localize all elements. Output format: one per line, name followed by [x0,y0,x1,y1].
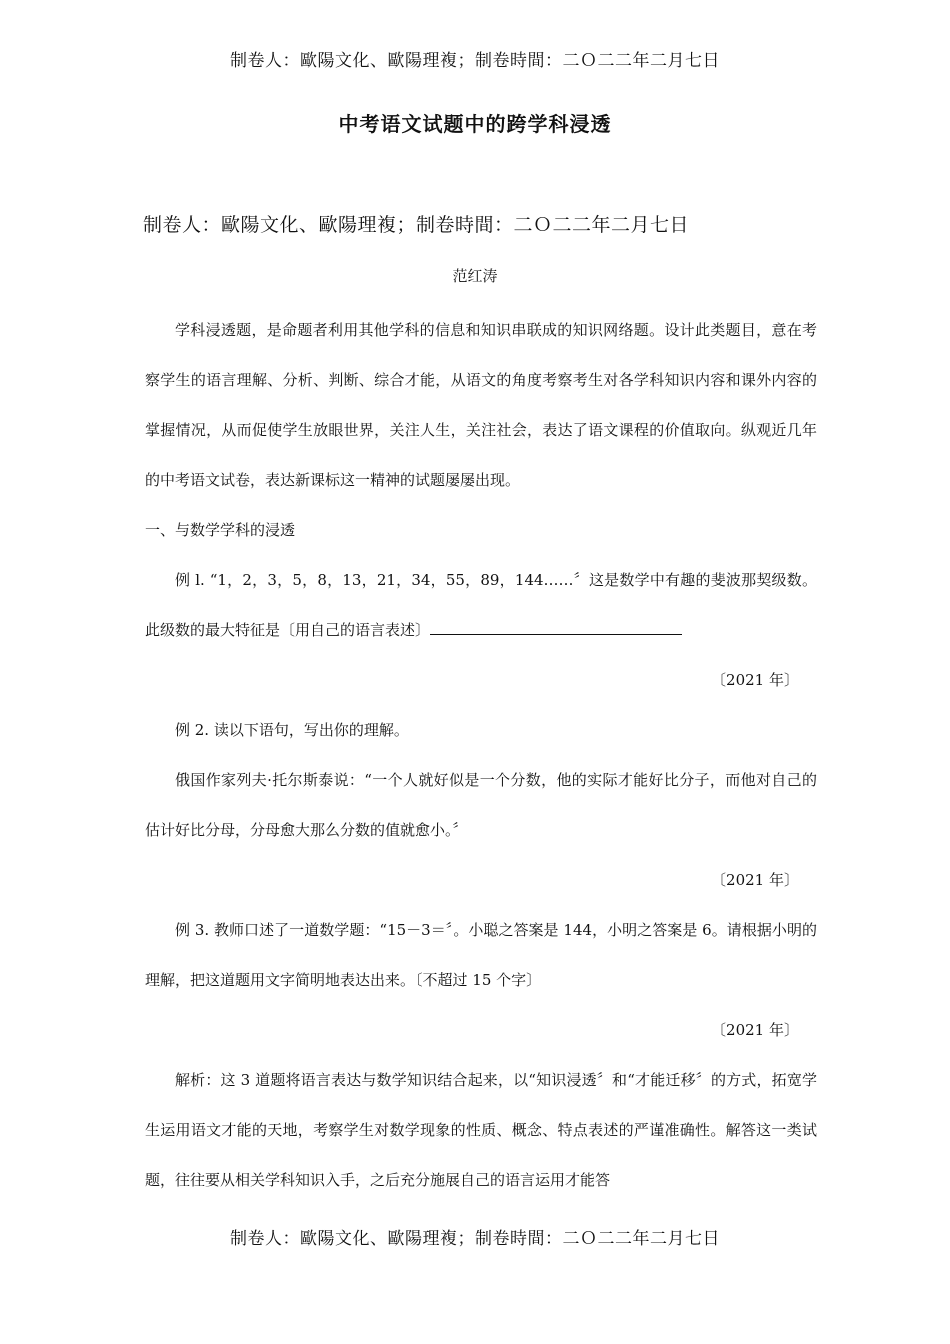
example-1-year: 〔2021 年〕 [711,671,799,689]
intro-paragraph: 学科浸透题，是命题者利用其他学科的信息和知识串联成的知识网络题。设计此类题目，意在考察学生的语言理解、分析、判断、综合才能，从语文的角度考察考生对各学科知识内容和课外内容的掌握情况，从而促使学生放眼世界，关注人生，关注社会，表达了语文课程的价值取向。纵观近几年的中考语文试卷，表达新课标这一精神的试题屡屡出现。 [145,321,817,489]
example-2-year: 〔2021 年〕 [711,871,799,889]
author-line: 制卷人：歐陽文化、歐陽理複；制卷時間：二Ｏ二二年二月七日 [143,214,690,236]
author-name: 范红涛 [452,267,498,285]
answer-blank [430,618,682,635]
example-2-quote: 俄国作家列夫·托尔斯泰说：“一个人就好似是一个分数，他的实际才能好比分子，而他对自己的估计好比分母，分母愈大那么分数的值就愈小。〞 [145,771,817,839]
example-3-year: 〔2021 年〕 [711,1021,799,1039]
document-title: 中考语文试题中的跨学科浸透 [338,112,612,136]
example-2: 例 2. 读以下语句，写出你的理解。 [175,721,409,739]
example-1-text: 例 l. “1，2，3，5，8，13，21，34，55，89，144……〞这是数学中有趣的斐波那契级数。此级数的最大特征是〔用自己的语言表述〕 [145,571,817,639]
example-1 [145,555,817,655]
analysis-paragraph: 解析：这 3 道题将语言表达与数学知识结合起来，以“知识浸透〞和“才能迁移〞的方式，拓宽学生运用语文才能的天地，考察学生对数学现象的性质、概念、特点表述的严谨准确性。解答这一类试题，往往要从相关学科知识入手，之后充分施展自己的语言运用才能答 [145,1071,817,1189]
example-3: 例 3. 教师口述了一道数学题：“15－3＝〞。小聪之答案是 144，小明之答案是 6。请根据小明的理解，把这道题用文字简明地表达出来。〔不超过 15 个字〕 [145,921,817,989]
section-heading: 一、与数学学科的浸透 [145,521,296,539]
page-header: 制卷人：歐陽文化、歐陽理複；制卷時間：二Ｏ二二年二月七日 [230,51,720,71]
page-footer: 制卷人：歐陽文化、歐陽理複；制卷時間：二Ｏ二二年二月七日 [230,1229,720,1249]
document-body [145,305,817,1205]
